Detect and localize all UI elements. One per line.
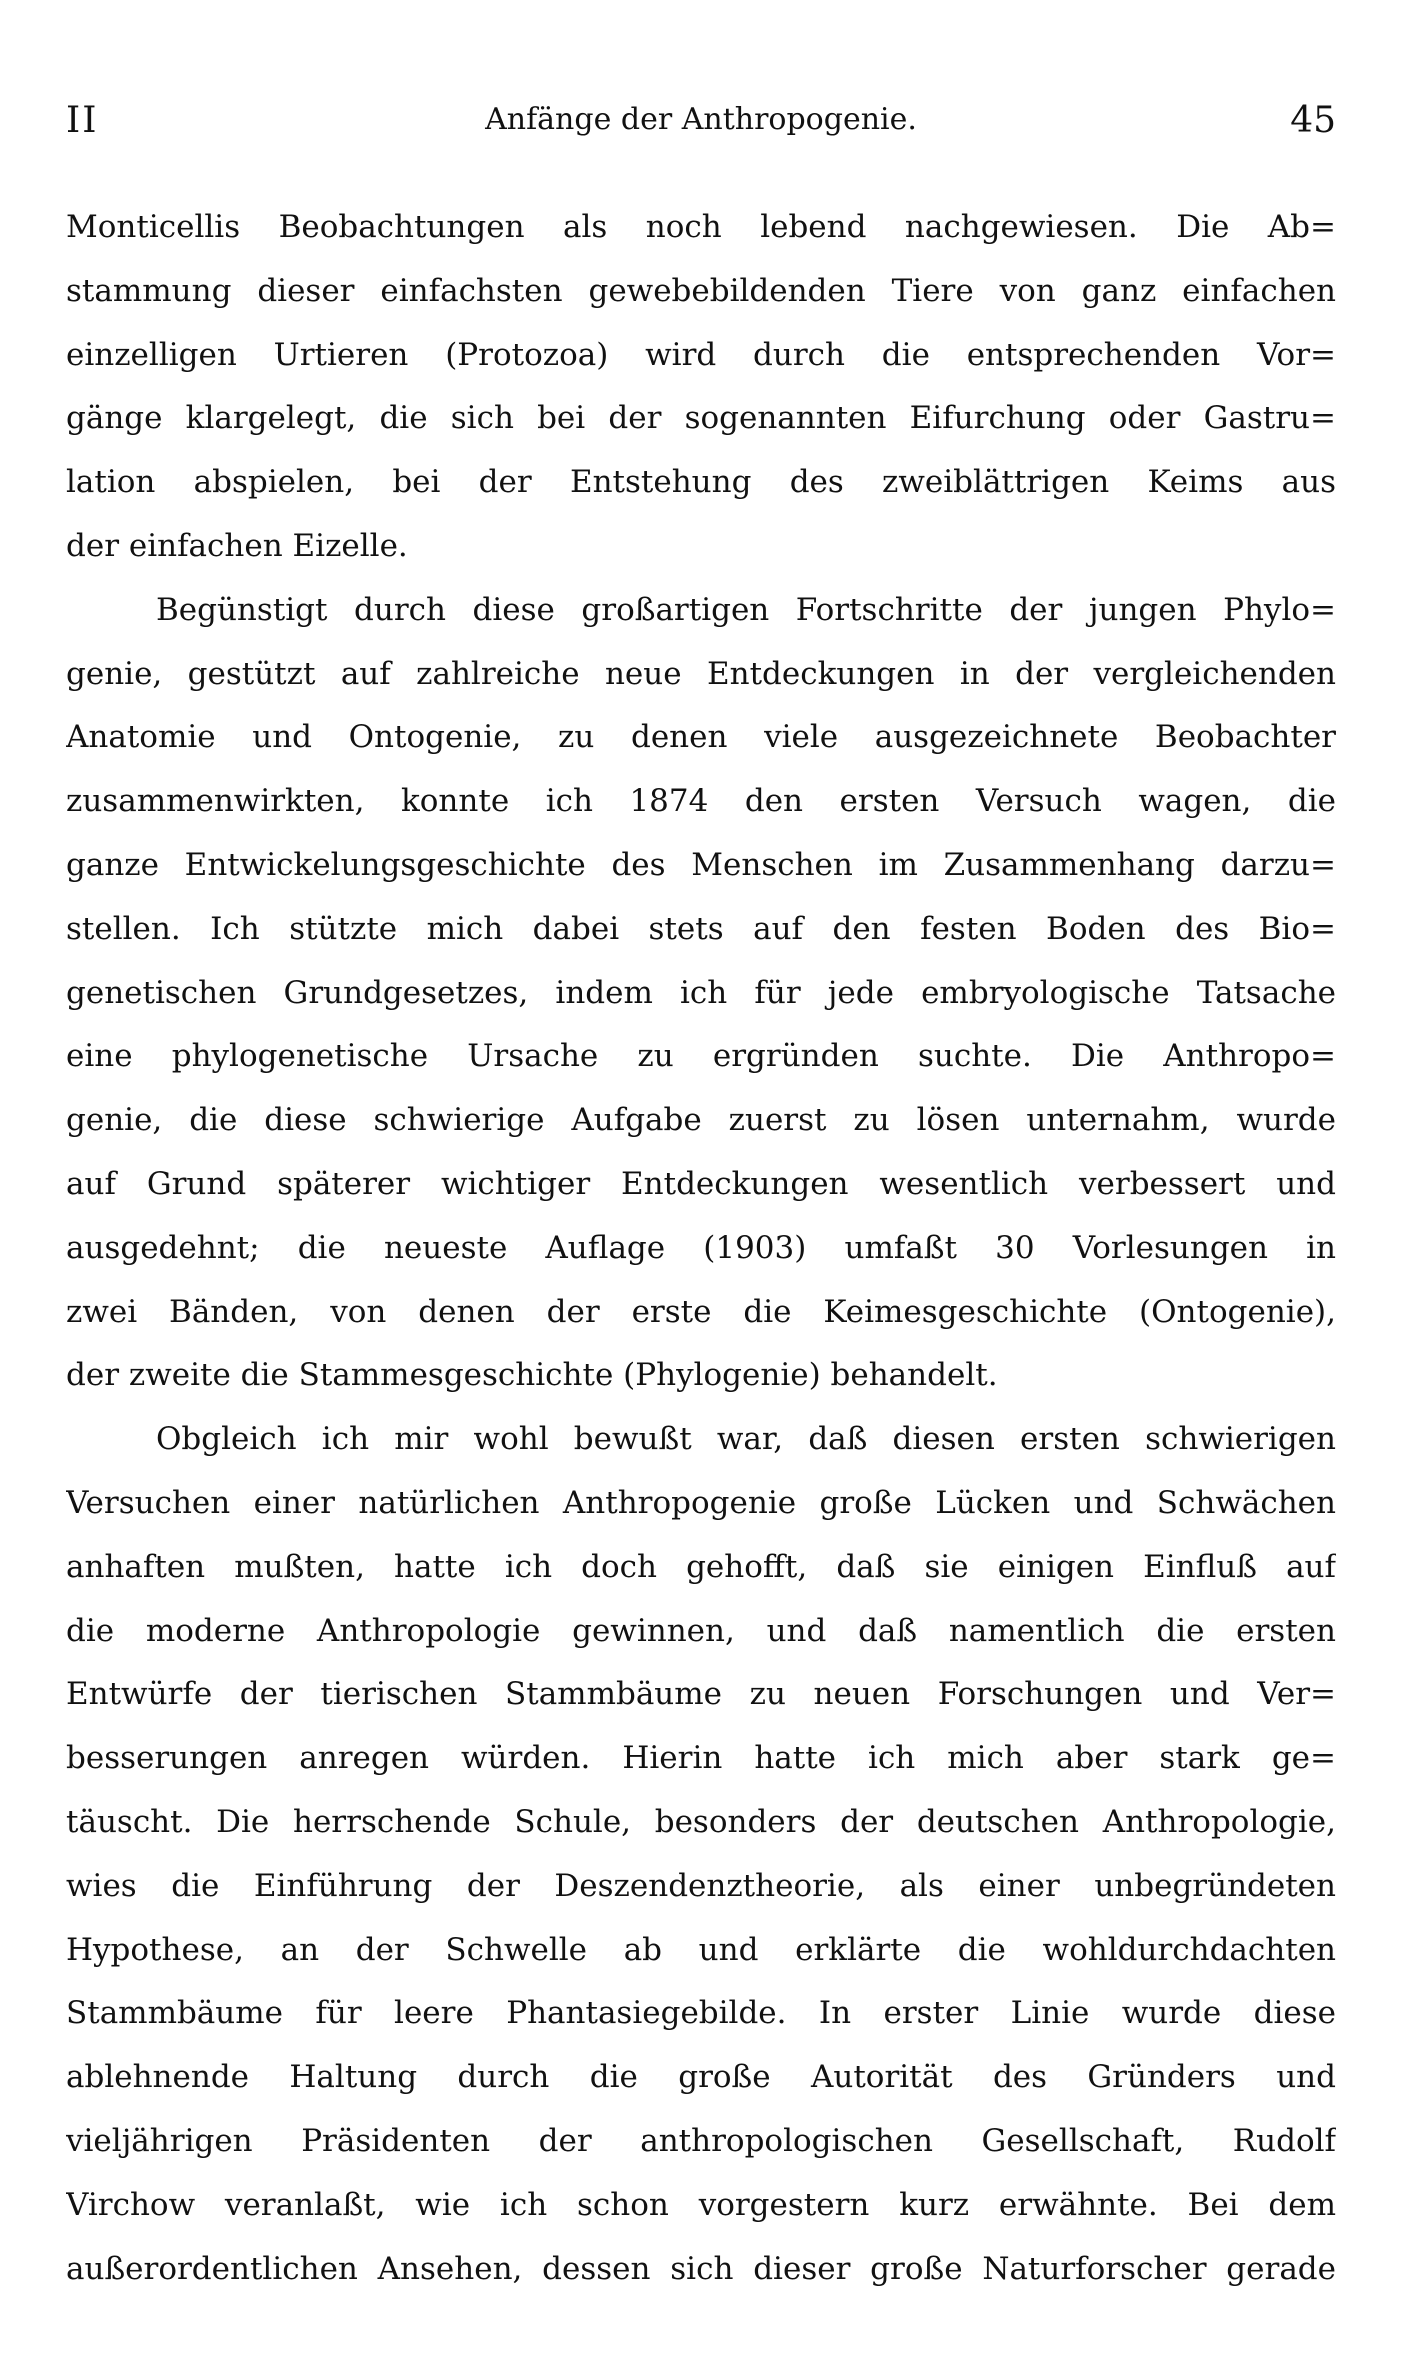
text-line: zusammenwirkten, konnte ich 1874 den ersten Versuch wagen, die — [66, 783, 1336, 820]
paragraph-2 — [66, 579, 1336, 1408]
text-line: Obgleich ich mir wohl bewußt war, daß diesen ersten schwierigen — [156, 1421, 1336, 1458]
text-line: einzelligen Urtieren (Protozoa) wird durch die entsprechenden Vor= — [66, 336, 1336, 373]
text-line: eine phylogenetische Ursache zu ergründen suchte. Die Anthropo= — [66, 1038, 1336, 1075]
text-line: lation abspielen, bei der Entstehung des zweiblättrigen Keims aus — [66, 464, 1336, 501]
text-line: genetischen Grundgesetzes, indem ich für jede embryologische Tatsache — [66, 974, 1336, 1011]
running-head — [66, 100, 1336, 160]
text-line: ablehnende Haltung durch die große Autorität des Gründers und — [66, 2059, 1336, 2096]
text-line: anhaften mußten, hatte ich doch gehofft, daß sie einigen Einfluß auf — [66, 1548, 1336, 1585]
text-line: auf Grund späterer wichtiger Entdeckungen wesentlich verbessert und — [66, 1165, 1336, 1202]
text-line: vieljährigen Präsidenten der anthropologischen Gesellschaft, Rudolf — [66, 2122, 1336, 2159]
paragraph-1 — [66, 196, 1336, 579]
text-line: stammung dieser einfachsten gewebebildenden Tiere von ganz einfachen — [66, 272, 1336, 309]
text-line: die moderne Anthropologie gewinnen, und daß namentlich die ersten — [66, 1612, 1336, 1649]
text-line: stellen. Ich stützte mich dabei stets auf den festen Boden des Bio= — [66, 910, 1336, 947]
section-number: II — [66, 100, 99, 141]
running-title: Anfänge der Anthropogenie. — [485, 102, 917, 137]
page-number: 45 — [1290, 100, 1336, 141]
text-line: wies die Einführung der Deszendenztheorie, als einer unbegründeten — [66, 1867, 1336, 1904]
text-line: ganze Entwickelungsgeschichte des Menschen im Zusammenhang darzu= — [66, 846, 1336, 883]
text-line: täuscht. Die herrschende Schule, besonders der deutschen Anthropologie, — [66, 1803, 1336, 1840]
text-line: zwei Bänden, von denen der erste die Keimesgeschichte (Ontogenie), — [66, 1293, 1336, 1330]
text-line: genie, gestützt auf zahlreiche neue Entdeckungen in der vergleichenden — [66, 655, 1336, 692]
text-line: Anatomie und Ontogenie, zu denen viele ausgezeichnete Beobachter — [66, 719, 1336, 756]
text-line: Entwürfe der tierischen Stammbäume zu neuen Forschungen und Ver= — [66, 1676, 1336, 1713]
text-line: Virchow veranlaßt, wie ich schon vorgestern kurz erwähnte. Bei dem — [66, 2186, 1336, 2223]
book-page — [66, 100, 1336, 2301]
text-line: gänge klargelegt, die sich bei der sogenannten Eifurchung oder Gastru= — [66, 400, 1336, 437]
text-line: der zweite die Stammesgeschichte (Phylogenie) behandelt. — [66, 1357, 998, 1394]
text-line: besserungen anregen würden. Hierin hatte ich mich aber stark ge= — [66, 1740, 1336, 1777]
text-line: Begünstigt durch diese großartigen Fortschritte der jungen Phylo= — [156, 591, 1336, 628]
text-line: Monticellis Beobachtungen als noch lebend nachgewiesen. Die Ab= — [66, 209, 1336, 245]
text-line: der einfachen Eizelle. — [66, 527, 408, 564]
text-line: außerordentlichen Ansehen, dessen sich dieser große Naturforscher gerade — [66, 2250, 1336, 2287]
text-line: ausgedehnt; die neueste Auflage (1903) umfaßt 30 Vorlesungen in — [66, 1229, 1336, 1266]
text-line: Stammbäume für leere Phantasiegebilde. In erster Linie wurde diese — [66, 1995, 1336, 2032]
text-line: genie, die diese schwierige Aufgabe zuerst zu lösen unternahm, wurde — [66, 1102, 1336, 1139]
text-line: Versuchen einer natürlichen Anthropogenie große Lücken und Schwächen — [66, 1484, 1336, 1521]
paragraph-3 — [66, 1408, 1336, 2301]
text-line: Hypothese, an der Schwelle ab und erklärte die wohldurchdachten — [66, 1931, 1336, 1968]
